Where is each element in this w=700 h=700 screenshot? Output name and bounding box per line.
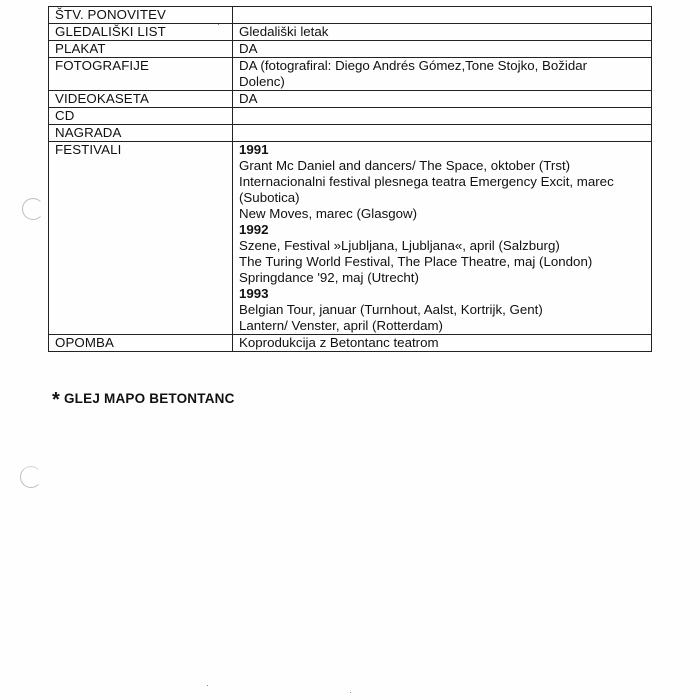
scan-speck [218,24,219,25]
row-label-photographs: FOTOGRAFIJE [49,58,233,91]
see-folder-note [52,386,235,409]
row-value-award [233,125,652,142]
festival-entry: Lantern/ Venster, april (Rotterdam) [239,318,443,333]
scan-speck [207,685,208,686]
row-label-note: OPOMBA [49,335,233,352]
row-label-poster: PLAKAT [49,41,233,58]
row-value-repetitions [233,7,652,24]
row-label-cd: CD [49,108,233,125]
table-row [49,24,652,41]
table-row [49,7,652,24]
row-value-poster: DA [233,41,652,58]
row-value-cd [233,108,652,125]
row-label-repetitions: ŠTV. PONOVITEV [49,7,233,24]
row-label-videotape: VIDEOKASETA [49,91,233,108]
table-row [49,58,652,91]
festival-entry: Szene, Festival »Ljubljana, Ljubljana«, april (Salzburg) [239,238,560,253]
photographs-line: DA (fotografiral: Diego Andrés Gómez,Tone Stojko, Božidar [239,58,588,73]
table-row [49,125,652,142]
punch-hole-mark [22,198,44,220]
row-label-festivals: FESTIVALI [49,142,233,335]
row-value-photographs [233,58,652,91]
festival-entry: Internacionalni festival plesnega teatra Emergency Excit, marec [239,174,614,189]
row-value-videotape: DA [233,91,652,108]
table-row [49,91,652,108]
record-table [48,6,652,352]
row-label-theatre-program: GLEDALIŠKI LIST [49,24,233,41]
scan-speck [350,692,351,693]
festival-entry: Grant Mc Daniel and dancers/ The Space, oktober (Trst) [239,158,571,173]
table-row [49,335,652,352]
festival-year-1992: 1992 [239,222,269,237]
see-folder-text: GLEJ MAPO BETONTANC [63,391,235,406]
festival-year-1993: 1993 [239,286,269,301]
row-value-festivals [233,142,652,335]
row-value-note: Koprodukcija z Betontanc teatrom [233,335,652,352]
row-label-award: NAGRADA [49,125,233,142]
festival-year-1991: 1991 [239,142,269,157]
photographs-line: Dolenc) [239,74,285,89]
festival-entry: New Moves, marec (Glasgow) [239,206,418,221]
punch-hole-mark [20,466,42,488]
asterisk-icon: * [52,389,60,411]
festival-entry: Belgian Tour, januar (Turnhout, Aalst, Kortrijk, Gent) [239,302,543,317]
row-value-theatre-program: Gledališki letak [233,24,652,41]
festival-entry: Springdance '92, maj (Utrecht) [239,270,419,285]
table-row [49,41,652,58]
festival-entry: (Subotica) [239,190,300,205]
festival-entry: The Turing World Festival, The Place Theatre, maj (London) [239,254,593,269]
table-row [49,142,652,335]
table-row [49,108,652,125]
